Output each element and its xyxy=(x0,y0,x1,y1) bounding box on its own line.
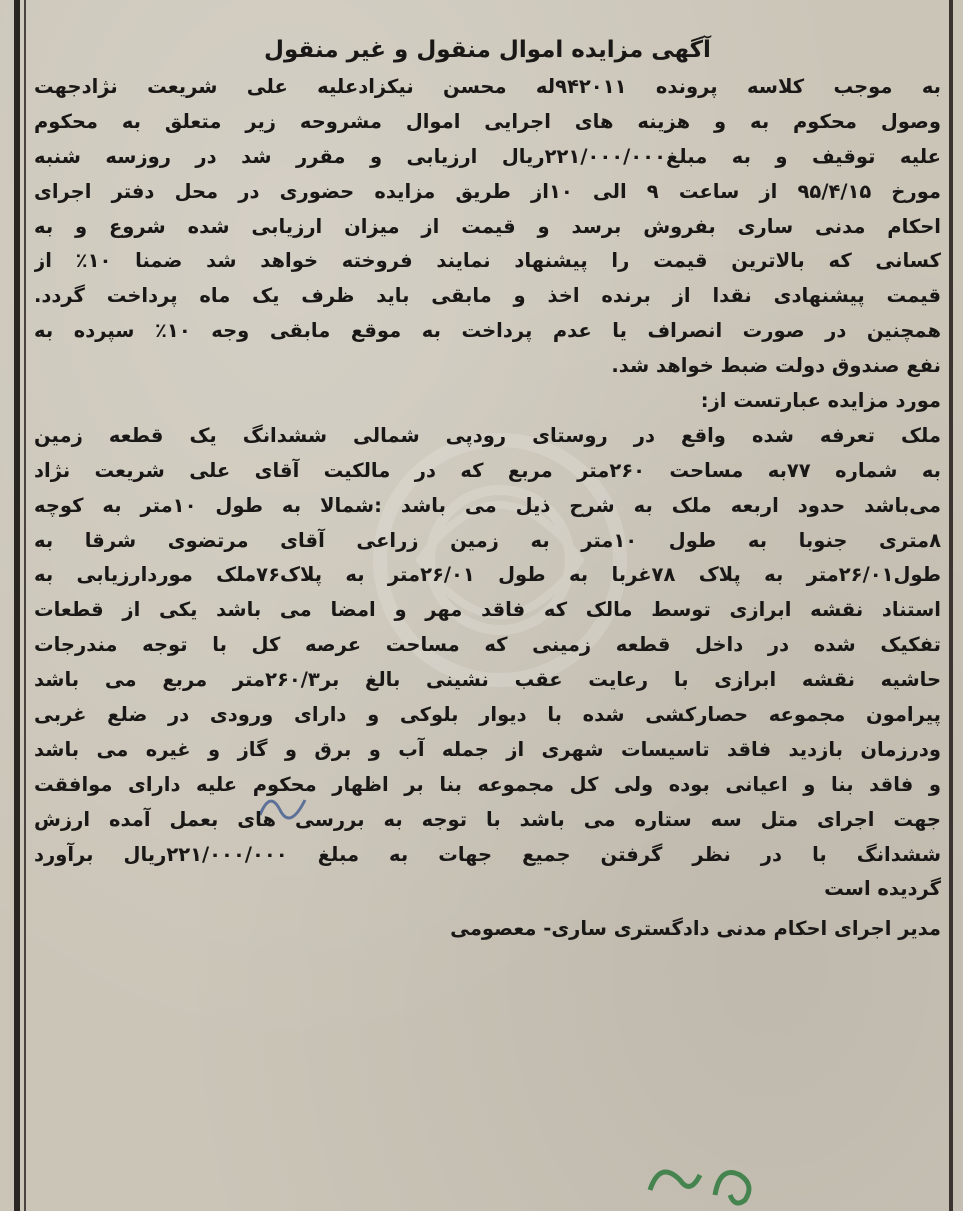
notice-line: و فاقد بنا و اعیانی بوده ولی کل مجموعه بنا بر اظهار محکوم علیه دارای موافقت xyxy=(34,772,941,796)
notice-line: طول۲۶/۰۱متر به پلاک ۷۸غربا به طول ۲۶/۰۱متر به پلاک۷۶ملک موردارزیابی به xyxy=(34,563,941,587)
notice-line: قیمت پیشنهادی نقدا از برنده اخذ و مابقی باید ظرف یک ماه پرداخت گردد. xyxy=(34,284,941,308)
notice-line: همچنین در صورت انصراف یا عدم پرداخت به موقع مابقی وجه ۱۰٪ سپرده به xyxy=(34,319,941,343)
clipping-left-inner-border xyxy=(24,0,26,1211)
notice-line: جهت اجرای متل سه ستاره می باشد با توجه به بررسی های بعمل آمده ارزش xyxy=(34,807,941,831)
notice-line: استناد نقشه ابرازی توسط مالک که فاقد مهر و امضا می باشد یکی از قطعات xyxy=(34,598,941,622)
notice-title: آگهی مزایده اموال منقول و غیر منقول xyxy=(264,37,711,63)
notice-line: پیرامون مجموعه حصارکشی شده با دیوار بلوکی و دارای ورودی در ضلع غربی xyxy=(34,703,941,727)
notice-line: ودرزمان بازدید فاقد تاسیسات شهری از جمله آب و برق و گاز و غیره می باشد xyxy=(34,737,941,761)
notice-body xyxy=(34,70,941,907)
notice-line: وصول محکوم به و هزینه های اجرایی اموال مشروحه زیر متعلق به محکوم xyxy=(34,109,941,133)
notice-line: کسانی که بالاترین قیمت را پیشنهاد نمایند فروخته خواهد شد ضمنا ۱۰٪ از xyxy=(34,249,941,273)
notice-line: احکام مدنی ساری بفروش برسد و قیمت از میزان ارزیابی شده شروع و به xyxy=(34,214,941,238)
notice-line: به موجب کلاسه پرونده ۹۴۲۰۱۱له محسن نیکزادعلیه علی شریعت نژادجهت xyxy=(34,75,941,98)
notice-line: نفع صندوق دولت ضبط خواهد شد. xyxy=(611,354,941,378)
notice-line: مورخ ۹۵/۴/۱۵ از ساعت ۹ الی ۱۰از طریق مزایده حضوری در محل دفتر اجرای xyxy=(34,179,941,203)
notice-line: مورد مزایده عبارتست از: xyxy=(700,389,941,413)
clipping-left-border xyxy=(14,0,20,1211)
notice-line: ششدانگ با در نظر گرفتن جمیع جهات به مبلغ ۲۲۱/۰۰۰/۰۰۰ریال برآورد xyxy=(34,842,941,866)
notice-line: می‌باشد حدود اربعه ملک به شرح ذیل می باشد :شمالا به طول ۱۰متر به کوچه xyxy=(34,493,941,517)
notice-signature: مدیر اجرای احکام مدنی دادگستری ساری- معصومی xyxy=(450,917,941,941)
notice-line: ملک تعرفه شده واقع در روستای رودپی شمالی ششدانگ یک قطعه زمین xyxy=(34,423,941,447)
handwritten-number-green xyxy=(640,1150,780,1210)
notice-line: گردیده است xyxy=(824,877,941,901)
notice-content xyxy=(34,30,941,947)
notice-line: تفکیک شده در داخل قطعه زمینی که مساحت عرصه کل با توجه مندرجات xyxy=(34,633,941,657)
notice-line: به شماره ۷۷به مساحت ۲۶۰متر مربع که در مالکیت آقای علی شریعت نژاد xyxy=(34,458,941,482)
notice-line: حاشیه نقشه ابرازی با رعایت عقب نشینی بالغ بر۲۶۰/۳متر مربع می باشد xyxy=(34,668,941,692)
notice-line: ۸متری جنوبا به طول ۱۰متر به زمین زراعی آقای مرتضوی شرقا به xyxy=(34,528,941,552)
notice-line: علیه توقیف و به مبلغ۲۲۱/۰۰۰/۰۰۰ریال ارزیابی و مقرر شد در روزسه شنبه xyxy=(34,144,941,168)
clipping-right-border xyxy=(949,0,953,1211)
